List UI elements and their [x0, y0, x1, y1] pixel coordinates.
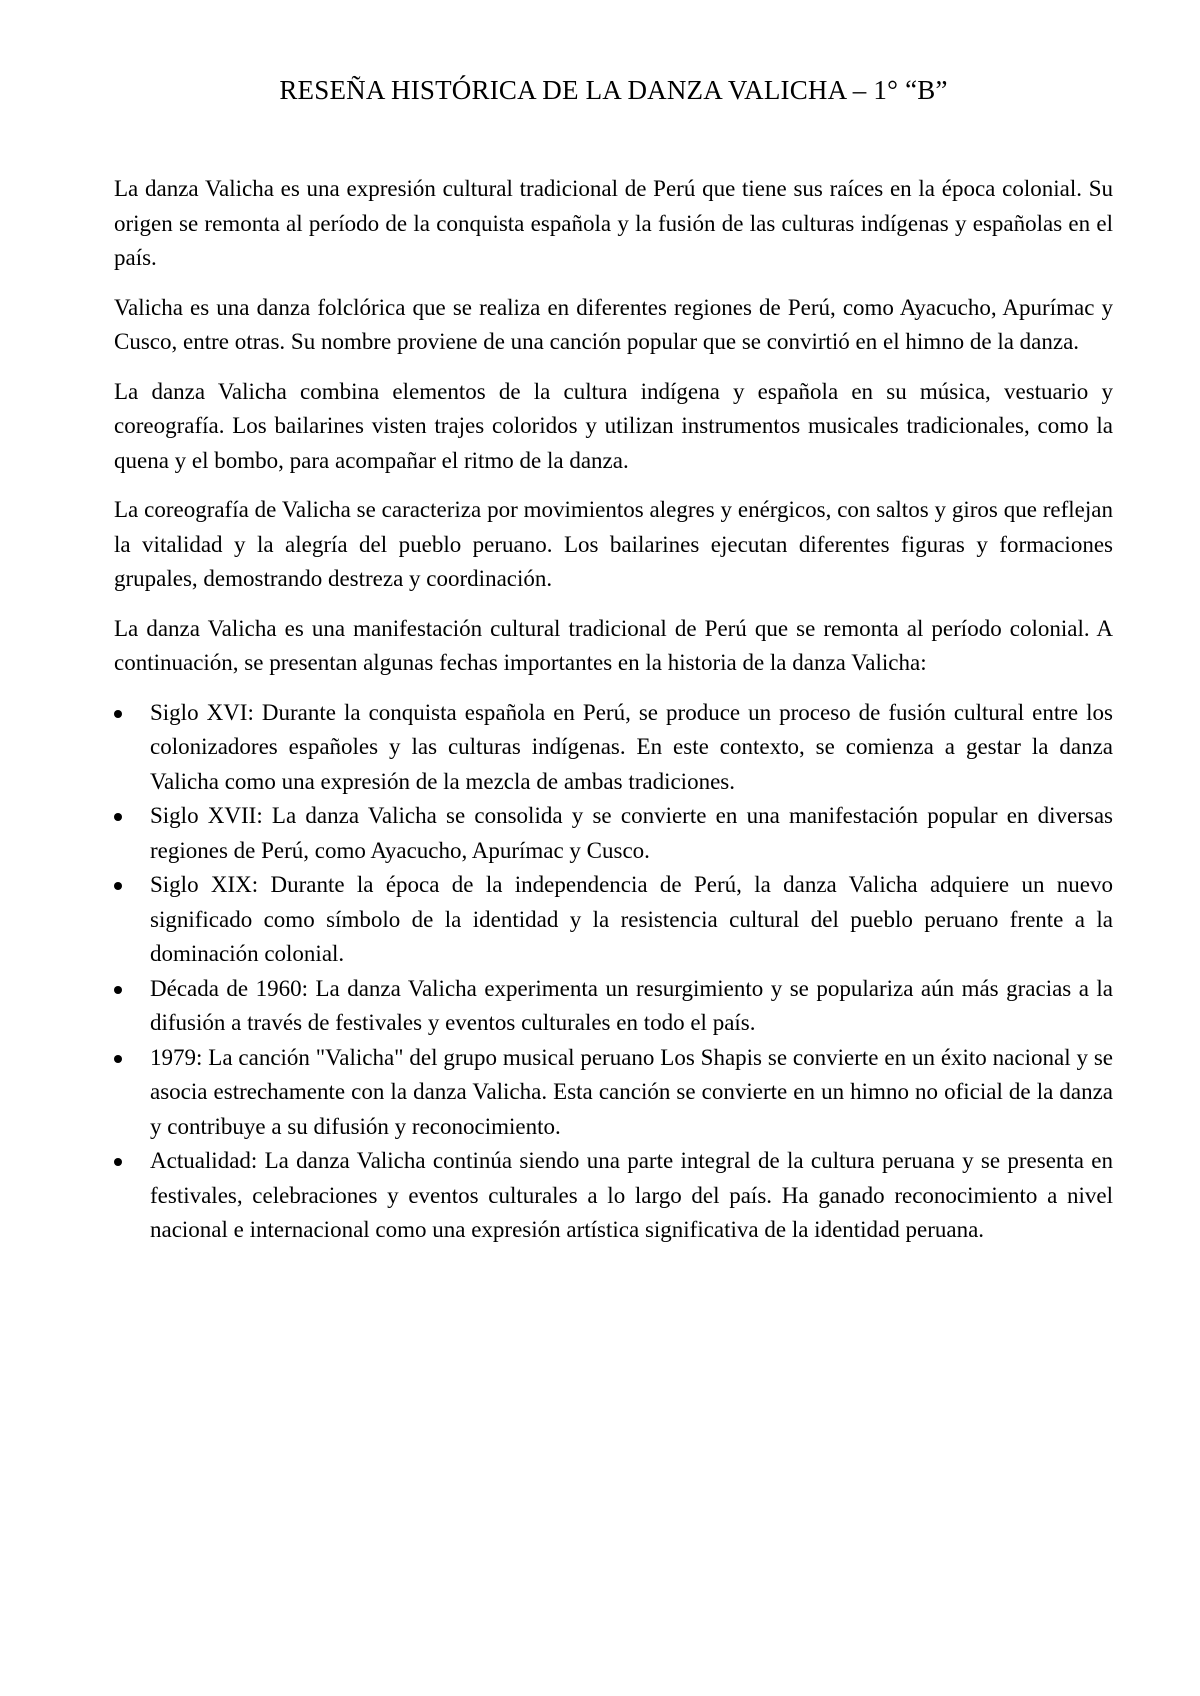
list-item — [114, 799, 1113, 868]
paragraph-origin: La danza Valicha es una expresión cultural tradicional de Perú que tiene sus raíces en la época colonial. Su origen se remonta al período de la conquista española y la fusión de las culturas indígenas y españolas en el país. — [114, 176, 1113, 270]
paragraph-timeline-intro: La danza Valicha es una manifestación cultural tradicional de Perú que se remonta al período colonial. A continuación, se presentan algunas fechas importantes en la historia de la danza Valicha: — [114, 615, 1113, 675]
paragraph-elements: La danza Valicha combina elementos de la cultura indígena y española en su música, vestuario y coreografía. Los bailarines visten trajes coloridos y utilizan instrumentos musicales tradicionales, como la quena y el bombo, para acompañar el ritmo de la danza. — [114, 378, 1113, 473]
bullet-icon — [114, 986, 122, 994]
list-item — [114, 1144, 1113, 1248]
list-item-text: Actualidad: La danza Valicha continúa siendo una parte integral de la cultura peruana y se presenta en festivales, celebraciones y eventos culturales a lo largo del país. Ha ganado reconocimiento a nivel nacional e internacional como una expresión artística significativa de la identidad peruana. — [150, 1148, 1113, 1242]
list-item-text: Siglo XVI: Durante la conquista española en Perú, se produce un proceso de fusión cultural entre los colonizadores españoles y las culturas indígenas. En este contexto, se comienza a gestar la danza Valicha como una expresión de la mezcla de ambas tradiciones. — [150, 699, 1113, 794]
timeline-list — [114, 696, 1113, 1248]
list-item — [114, 696, 1113, 800]
list-item — [114, 972, 1113, 1041]
document-title: RESEÑA HISTÓRICA DE LA DANZA VALICHA – 1° “B” — [279, 75, 948, 105]
list-item-text: Siglo XIX: Durante la época de la independencia de Perú, la danza Valicha adquiere un nuevo significado como símbolo de la identidad y la resistencia cultural del pueblo peruano frente a la dominación colonial. — [150, 872, 1113, 966]
paragraph-regions: Valicha es una danza folclórica que se realiza en diferentes regiones de Perú, como Ayacucho, Apurímac y Cusco, entre otras. Su nombre proviene de una canción popular que se convirtió en el himno de la danza. — [114, 294, 1113, 354]
bullet-icon — [114, 813, 122, 821]
bullet-icon — [114, 1055, 122, 1063]
bullet-icon — [114, 710, 122, 718]
list-item — [114, 868, 1113, 972]
list-item-text: Siglo XVII: La danza Valicha se consolida y se convierte en una manifestación popular en diversas regiones de Perú, como Ayacucho, Apurímac y Cusco. — [150, 803, 1113, 863]
bullet-icon — [114, 1158, 122, 1166]
list-item — [114, 1041, 1113, 1145]
list-item-text: 1979: La canción "Valicha" del grupo musical peruano Los Shapis se convierte en un éxito nacional y se asocia estrechamente con la danza Valicha. Esta canción se convierte en un himno no oficial de la danza y contribuye a su difusión y reconocimiento. — [150, 1044, 1113, 1139]
list-item-text: Década de 1960: La danza Valicha experimenta un resurgimiento y se populariza aún más gracias a la difusión a través de festivales y eventos culturales en todo el país. — [150, 975, 1113, 1035]
paragraph-choreography: La coreografía de Valicha se caracteriza por movimientos alegres y enérgicos, con saltos y giros que reflejan la vitalidad y la alegría del pueblo peruano. Los bailarines ejecutan diferentes figuras y formaciones grupales, demostrando destreza y coordinación. — [114, 497, 1113, 591]
bullet-icon — [114, 882, 122, 890]
